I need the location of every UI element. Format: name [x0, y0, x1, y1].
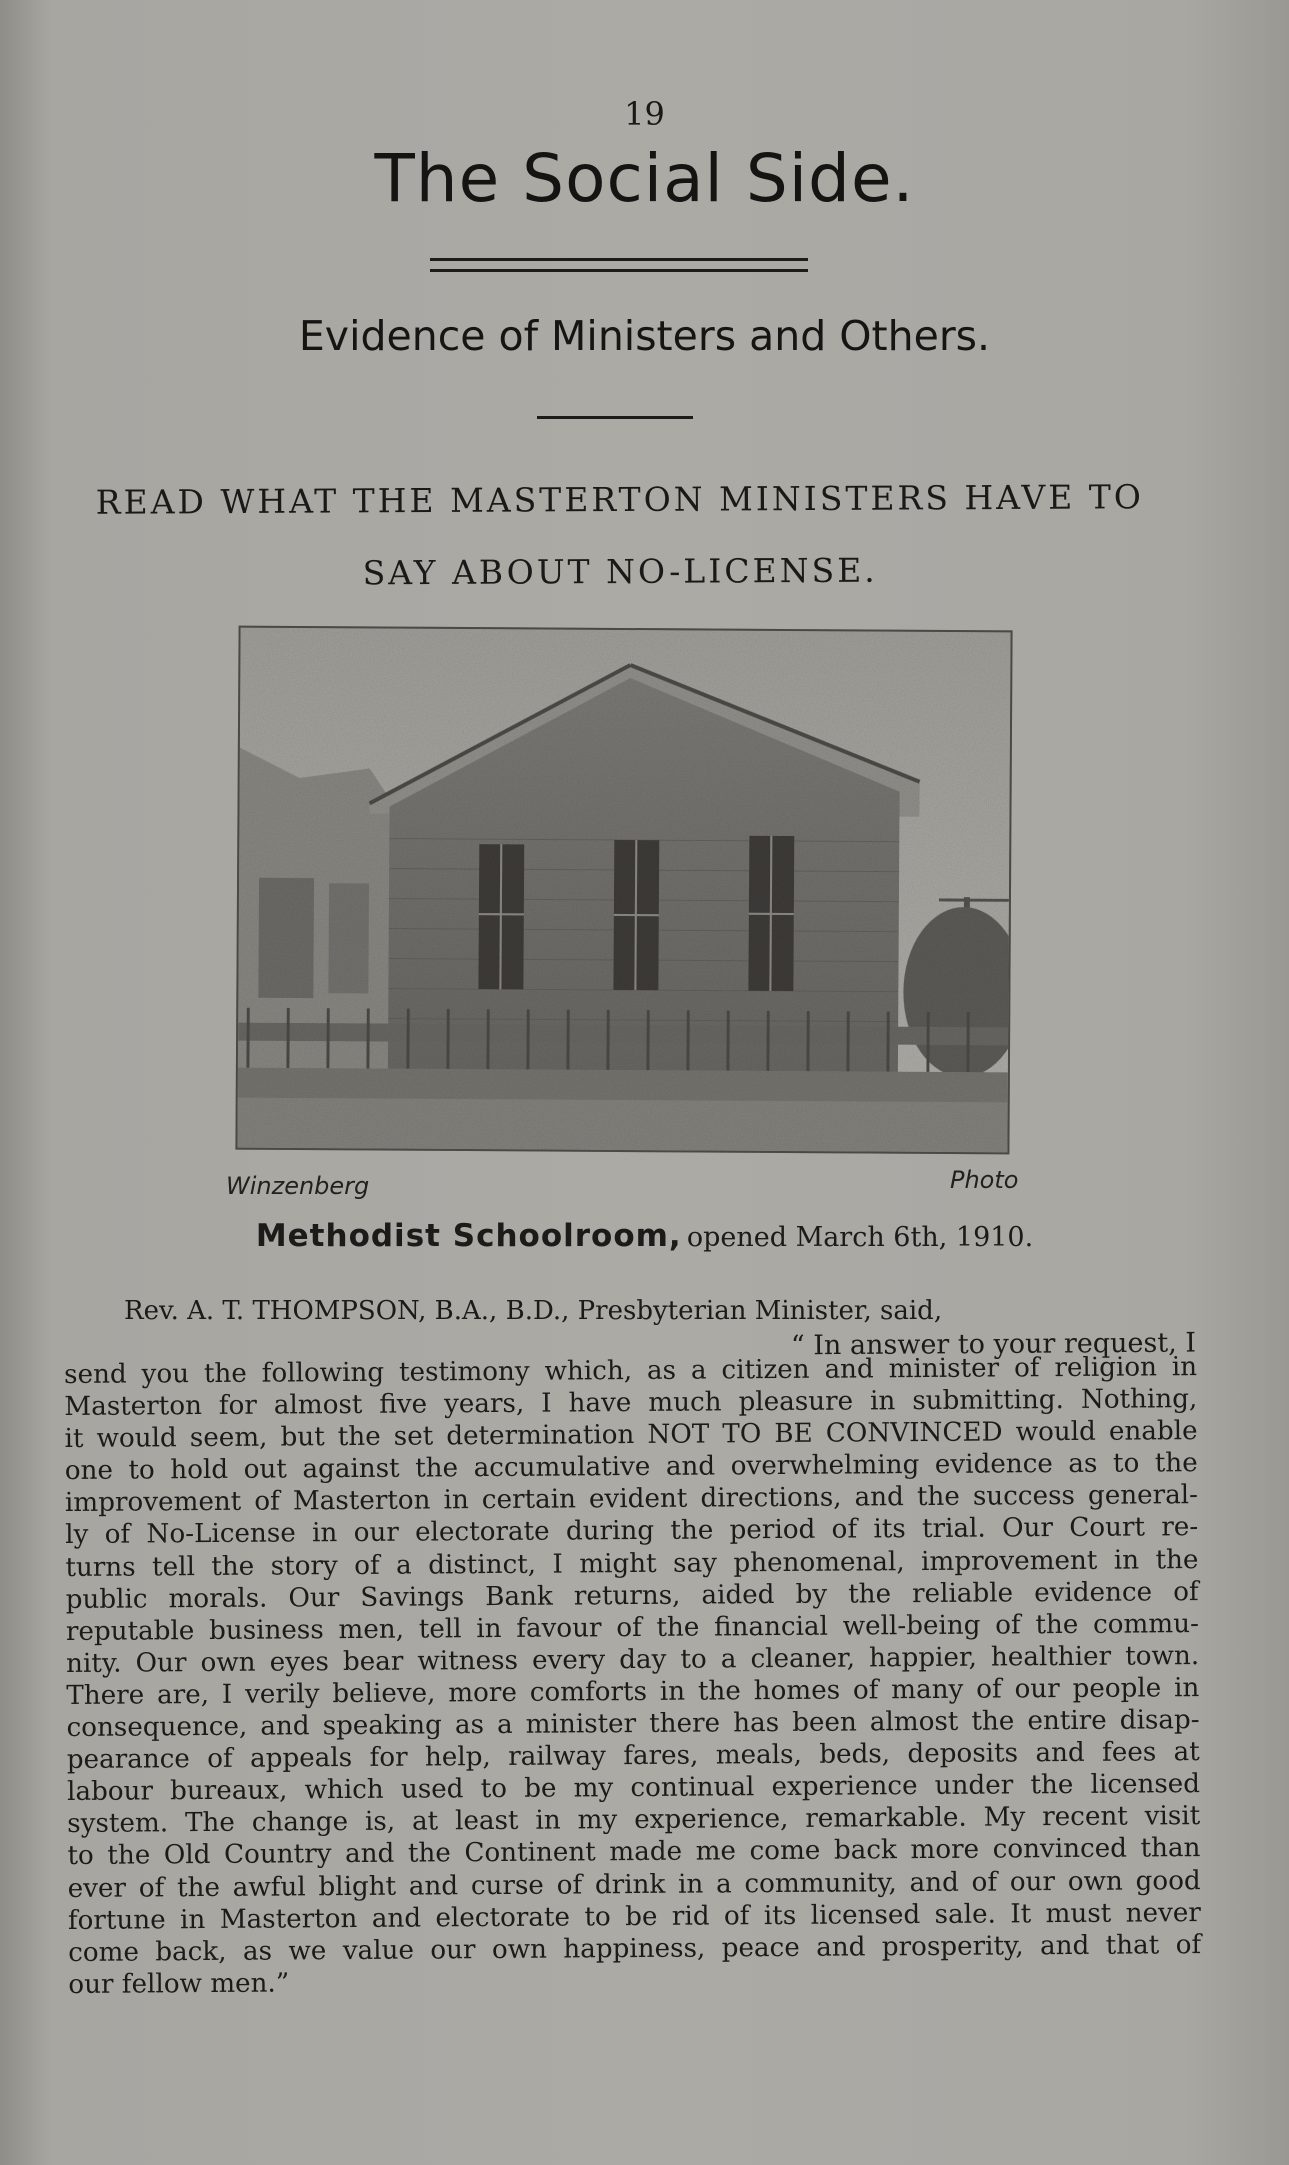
- testimony-line: nity. Our own eyes bear witness every day to a cleaner, happier, healthier town.: [66, 1640, 1200, 1679]
- photo-caption: [0, 1218, 1289, 1254]
- testimony-line: pearance of appeals for help, railway fares, meals, beds, deposits and fees at: [66, 1737, 1200, 1776]
- testimony-opening-line: “ In answer to your request, I: [790, 1327, 1197, 1362]
- testimony-line: one to hold out against the accumulative and overwhelming evidence as to the: [64, 1448, 1198, 1487]
- page-title: The Social Side.: [374, 140, 915, 217]
- photographer-credit: Winzenberg: [226, 1172, 370, 1200]
- heading-line: READ WHAT THE MASTERTON MINISTERS HAVE TO: [95, 477, 1144, 522]
- testimony-line: Masterton for almost five years, I have much pleasure in submitting. Nothing,: [64, 1384, 1198, 1423]
- page-number: 19: [624, 95, 665, 133]
- testimony-line: ly of No-License in our electorate during the period of its trial. Our Court re-: [65, 1512, 1199, 1551]
- testimony-line: public morals. Our Savings Bank returns, aided by the reliable evidence of: [65, 1576, 1199, 1615]
- testimony-line: labour bureaux, which used to be my continual experience under the licensed: [66, 1769, 1201, 1808]
- testimony-line: our fellow men.”: [68, 1968, 290, 2000]
- section-subtitle: Evidence of Ministers and Others.: [298, 312, 991, 360]
- testimony-line: send you the following testimony which, as a citizen and minister of religion in: [64, 1352, 1198, 1390]
- section-heading: [50, 461, 1191, 611]
- testimony-line: consequence, and speaking as a minister there has been almost the entire disap-: [66, 1705, 1200, 1744]
- testimony-body: [64, 1351, 1201, 2001]
- schoolroom-photo-illustration: [237, 628, 1010, 1153]
- testimony-line: fortune in Masterton and electorate to be rid of its licensed sale. It must never: [67, 1897, 1201, 1936]
- schoolroom-photo: [235, 626, 1012, 1155]
- testimony-line: come back, as we value our own happiness, peace and prosperity, and that of: [68, 1929, 1202, 1968]
- short-rule-divider: [537, 416, 693, 419]
- testimony-line: improvement of Masterton in certain evident directions, and the success general-: [64, 1480, 1199, 1519]
- testimony-line: to the Old Country and the Continent made me come back more convinced than: [67, 1833, 1201, 1872]
- photo-label: Photo: [950, 1166, 1019, 1194]
- testimony-line: reputable business men, tell in favour of the financial well-being of the commu-: [65, 1608, 1199, 1647]
- testimony-speaker: Rev. A. T. THOMPSON, B.A., B.D., Presbyterian Minister, said,: [124, 1296, 943, 1326]
- caption-opening-date: opened March 6th, 1910.: [686, 1222, 1034, 1253]
- caption-building-name: Methodist Schoolroom,: [255, 1218, 682, 1254]
- testimony-line: ever of the awful blight and curse of drink in a community, and of our own good: [67, 1865, 1201, 1904]
- double-rule-divider: [430, 258, 808, 272]
- testimony-line: turns tell the story of a distinct, I might say phenomenal, improvement in the: [65, 1544, 1199, 1583]
- testimony-line: system. The change is, at least in my experience, remarkable. My recent visit: [67, 1801, 1201, 1840]
- testimony-line: it would seem, but the set determination NOT TO BE CONVINCED would enable: [64, 1416, 1198, 1455]
- testimony-line: There are, I verily believe, more comforts in the homes of many of our people in: [66, 1673, 1200, 1711]
- heading-line: SAY ABOUT NO-LICENSE.: [362, 550, 878, 593]
